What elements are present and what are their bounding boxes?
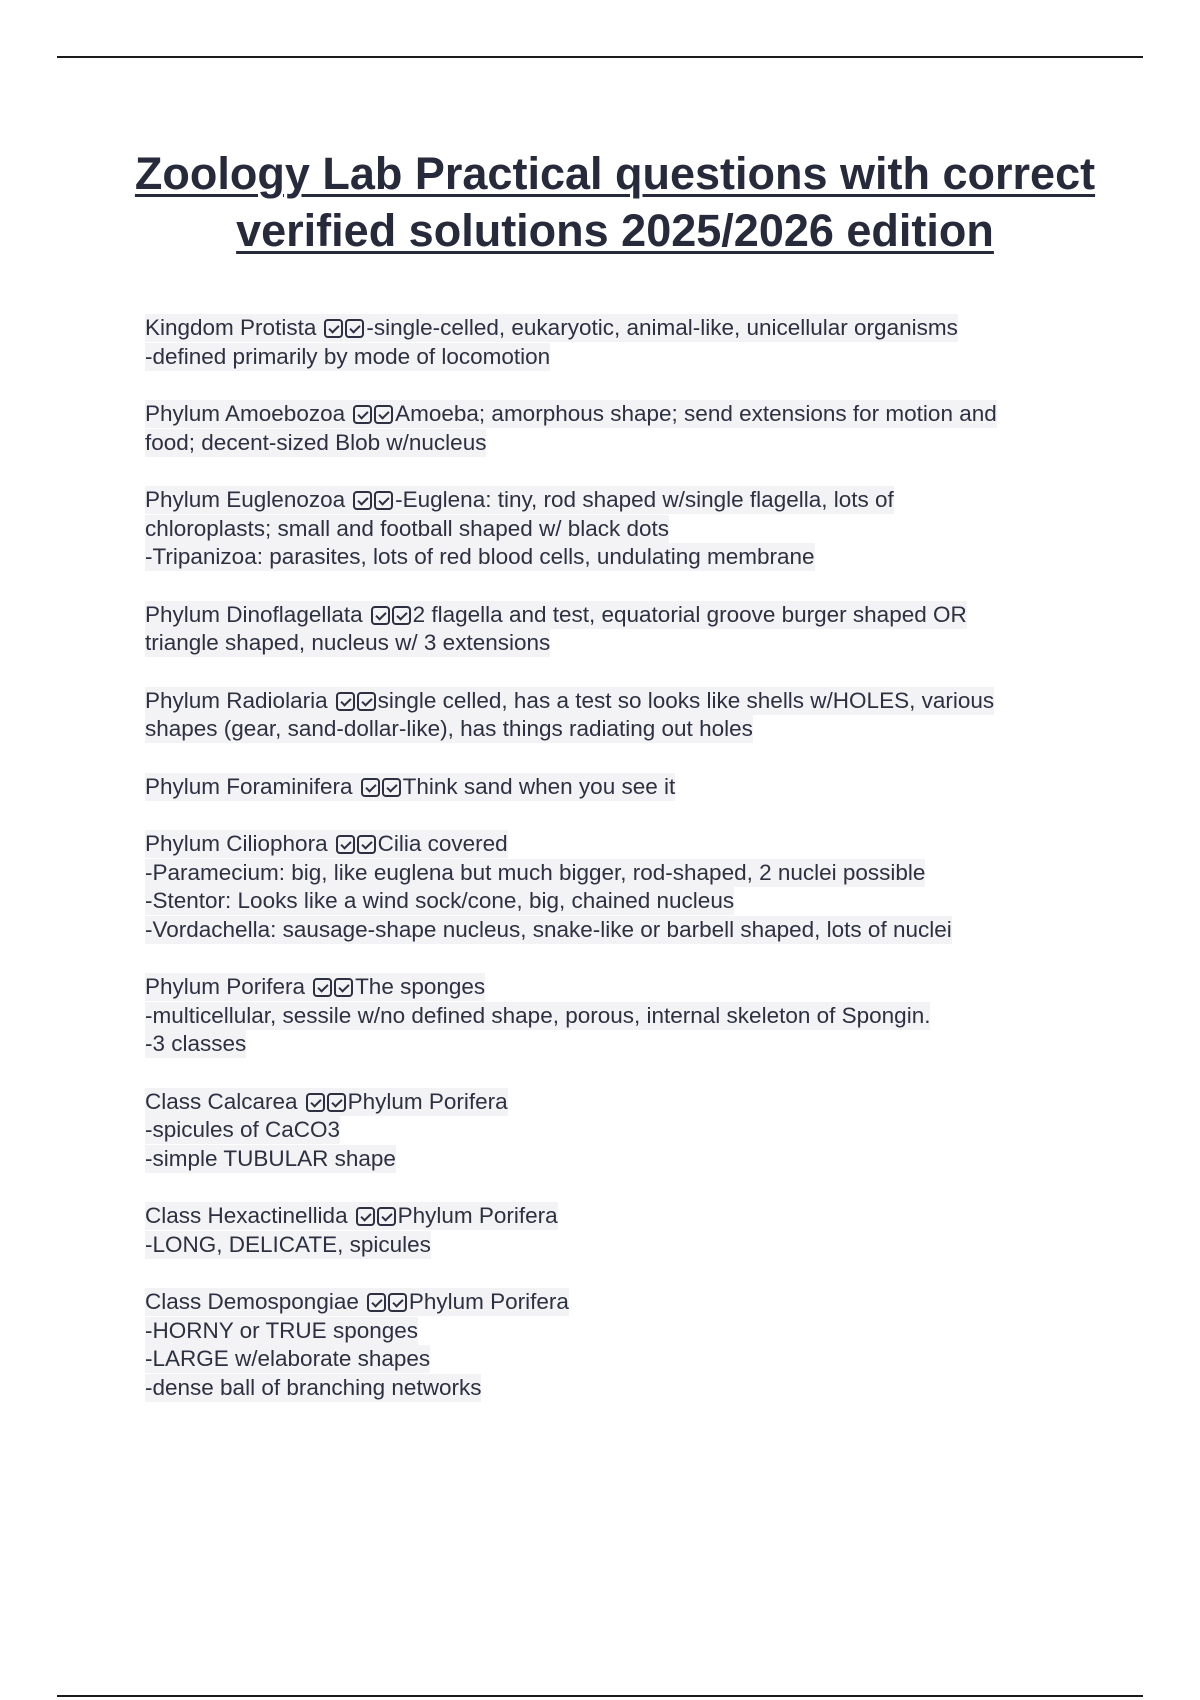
entry-first-line (145, 773, 1105, 802)
entry-first-line (145, 687, 1105, 716)
entry-answer-line (145, 1030, 1105, 1059)
checkbox-checked-icon (334, 978, 353, 997)
entry-answer-first-line: Phylum Porifera (408, 1289, 569, 1314)
checkbox-checked-icon (388, 1293, 407, 1312)
entry-answer-first-line: The sponges (355, 974, 486, 999)
checkbox-checked-icon (356, 1207, 375, 1226)
checkbox-checked-icon (324, 319, 343, 338)
flashcard-entry (145, 830, 1105, 944)
entry-answer-first-line: -Euglena: tiny, rod shaped w/single flagella, lots of (395, 487, 894, 512)
entry-answer-text: -dense ball of branching networks (145, 1374, 482, 1400)
entry-first-line (145, 973, 1105, 1002)
entry-answer-first-line: Phylum Porifera (347, 1088, 508, 1114)
entry-answer-line (145, 916, 1105, 945)
bottom-rule (57, 1695, 1143, 1697)
checkmarks (367, 1288, 409, 1317)
entry-term: Class Demospongiae (145, 1289, 359, 1314)
entry-answer-text: -HORNY or TRUE sponges (145, 1317, 419, 1343)
checkmarks (353, 400, 395, 429)
entry-term: Phylum Euglenozoa (145, 487, 346, 512)
entry-answer-text: -multicellular, sessile w/no defined shape, porous, internal skeleton of Spongin. (145, 1002, 931, 1028)
entry-answer-text: -spicules of CaCO3 (145, 1117, 341, 1142)
entry-answer-text: -Paramecium: big, like euglena but much bigger, rod-shaped, 2 nuclei possible (145, 859, 926, 885)
entry-highlight (145, 400, 997, 428)
entry-answer-text: -LONG, DELICATE, spicules (145, 1231, 431, 1257)
checkbox-checked-icon (327, 1093, 346, 1112)
entry-term: Phylum Ciliophora (145, 831, 328, 856)
checkmarks (361, 773, 403, 802)
entry-answer-text: -defined primarily by mode of locomotion (145, 343, 551, 369)
flashcard-entry (145, 314, 1105, 371)
checkbox-checked-icon (367, 1293, 386, 1312)
checkmarks (324, 314, 366, 343)
checkbox-checked-icon (357, 692, 376, 711)
checkbox-checked-icon (353, 405, 372, 424)
flashcard-entry (145, 1202, 1105, 1259)
flashcard-entry (145, 773, 1105, 802)
checkbox-checked-icon (353, 491, 372, 510)
entry-term: Kingdom Protista (145, 315, 317, 340)
checkmarks (336, 830, 378, 859)
entry-answer-text: triangle shaped, nucleus w/ 3 extensions (145, 630, 551, 655)
checkbox-checked-icon (336, 835, 355, 854)
entry-highlight (145, 314, 958, 342)
entry-answer-line (145, 1116, 1105, 1145)
checkbox-checked-icon (374, 405, 393, 424)
entry-highlight (145, 486, 894, 514)
entry-first-line (145, 601, 1105, 630)
checkbox-checked-icon (374, 491, 393, 510)
entry-answer-first-line: Cilia covered (377, 831, 508, 856)
entry-highlight (145, 687, 994, 715)
entry-answer-text: chloroplasts; small and football shaped w/ black dots (145, 515, 670, 541)
entry-term: Phylum Foraminifera (145, 773, 353, 799)
entry-term: Phylum Amoebozoa (145, 401, 346, 426)
entry-answer-text: -simple TUBULAR shape (145, 1145, 396, 1171)
entry-answer-line (145, 629, 1105, 658)
entry-highlight (145, 1202, 558, 1230)
entry-answer-line (145, 343, 1105, 372)
checkbox-checked-icon (357, 835, 376, 854)
entry-term: Class Hexactinellida (145, 1203, 348, 1228)
entry-answer-line (145, 859, 1105, 888)
flashcard-entry (145, 486, 1105, 572)
checkbox-checked-icon (306, 1093, 325, 1112)
entry-answer-first-line: Phylum Porifera (397, 1203, 558, 1228)
entry-highlight (145, 973, 485, 1001)
entry-answer-text: -Stentor: Looks like a wind sock/cone, big, chained nucleus (145, 888, 735, 913)
flashcard-entry (145, 1088, 1105, 1174)
entry-first-line (145, 314, 1105, 343)
entry-highlight (145, 773, 675, 801)
entry-answer-line (145, 1231, 1105, 1260)
checkbox-checked-icon (361, 778, 380, 797)
entry-first-line (145, 830, 1105, 859)
entry-highlight (145, 1288, 569, 1316)
flashcard-entry (145, 400, 1105, 457)
entry-answer-text: food; decent-sized Blob w/nucleus (145, 429, 487, 455)
entry-first-line (145, 1288, 1105, 1317)
entry-first-line (145, 400, 1105, 429)
entry-answer-line (145, 1317, 1105, 1346)
entry-answer-line (145, 1002, 1105, 1031)
entry-answer-text: -LARGE w/elaborate shapes (145, 1346, 431, 1371)
checkbox-checked-icon (392, 606, 411, 625)
entry-term: Phylum Radiolaria (145, 687, 328, 713)
checkbox-checked-icon (345, 319, 364, 338)
checkbox-checked-icon (313, 978, 332, 997)
entry-answer-first-line: Think sand when you see it (402, 773, 676, 799)
entry-answer-first-line: 2 flagella and test, equatorial groove burger shaped OR (412, 601, 967, 627)
entry-term: Phylum Dinoflagellata (145, 601, 363, 627)
entry-answer-first-line: Amoeba; amorphous shape; send extensions for motion and (395, 401, 997, 426)
entry-first-line (145, 1088, 1105, 1117)
checkmarks (353, 486, 395, 515)
flashcard-list (145, 314, 1105, 1431)
flashcard-entry (145, 1288, 1105, 1402)
entry-term: Phylum Porifera (145, 974, 306, 999)
entry-answer-first-line: single celled, has a test so looks like shells w/HOLES, various (377, 687, 995, 713)
checkbox-checked-icon (382, 778, 401, 797)
entry-highlight (145, 601, 967, 629)
top-rule (57, 56, 1143, 58)
entry-answer-text: shapes (gear, sand-dollar-like), has things radiating out holes (145, 716, 753, 741)
entry-answer-first-line: -single-celled, eukaryotic, animal-like, unicellular organisms (366, 315, 958, 340)
entry-answer-line (145, 429, 1105, 458)
entry-answer-line (145, 715, 1105, 744)
document-title: Zoology Lab Practical questions with correct verified solutions 2025/2026 edition (134, 148, 1096, 256)
entry-answer-line (145, 887, 1105, 916)
entry-answer-text: -Tripanizoa: parasites, lots of red blood cells, undulating membrane (145, 544, 815, 569)
entry-highlight (145, 1088, 508, 1116)
checkmarks (371, 601, 413, 630)
entry-answer-line (145, 1145, 1105, 1174)
entry-answer-line (145, 515, 1105, 544)
checkbox-checked-icon (371, 606, 390, 625)
entry-answer-text: -3 classes (145, 1031, 247, 1056)
checkmarks (336, 687, 378, 716)
entry-answer-text: -Vordachella: sausage-shape nucleus, snake-like or barbell shaped, lots of nuclei (145, 916, 952, 942)
flashcard-entry (145, 687, 1105, 744)
entry-answer-line (145, 543, 1105, 572)
checkmarks (306, 1088, 348, 1117)
entry-answer-line (145, 1374, 1105, 1403)
checkbox-checked-icon (336, 692, 355, 711)
entry-term: Class Calcarea (145, 1088, 298, 1114)
checkbox-checked-icon (377, 1207, 396, 1226)
checkmarks (356, 1202, 398, 1231)
entry-first-line (145, 1202, 1105, 1231)
flashcard-entry (145, 973, 1105, 1059)
entry-answer-line (145, 1345, 1105, 1374)
entry-highlight (145, 830, 508, 858)
entry-first-line (145, 486, 1105, 515)
checkmarks (313, 973, 355, 1002)
flashcard-entry (145, 601, 1105, 658)
